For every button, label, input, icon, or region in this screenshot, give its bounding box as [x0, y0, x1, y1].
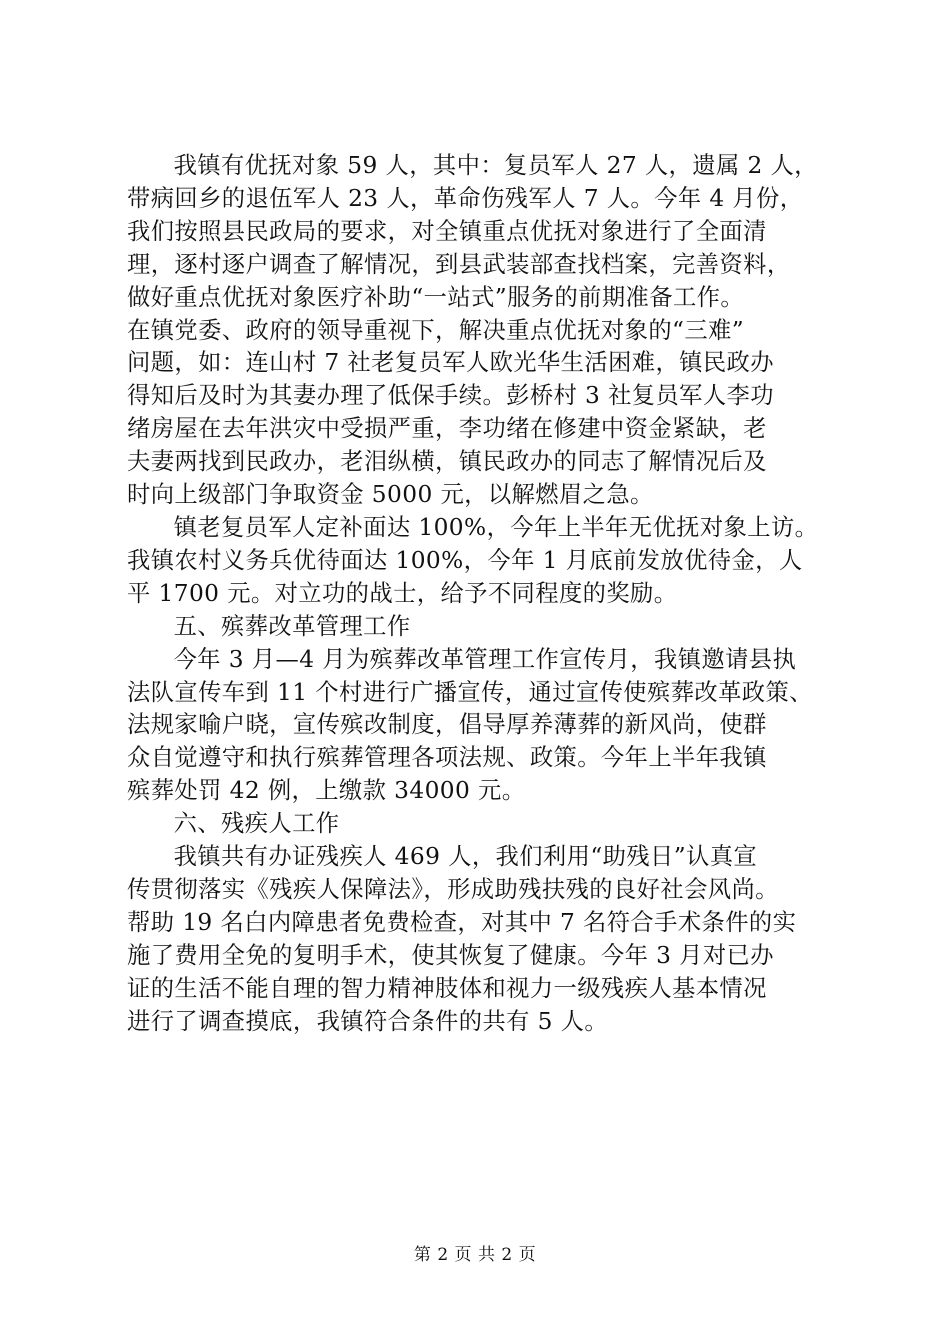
paragraph-disabled: 我镇共有办证残疾人 469 人，我们利用“助残日”认真宣 传贯彻落实《残疾人保障法》，形成助残扶残的良好社会风尚。 帮助 19 名白内障患者免费检查，对其中 7 名符合手术条件的实 施了费用全免的复明手术，使其恢复了健康。今年 3 月对已办 证的生活不能自理的智力精神肢体和视力一级残疾人基本情况 进行了调查摸底，我镇符合条件的共有 5 人。 [127, 843, 797, 1035]
page-number-footer: 第 2 页 共 2 页 [413, 1245, 537, 1265]
paragraph-funeral-reform: 今年 3 月—4 月为殡葬改革管理工作宣传月，我镇邀请县执 法队宣传车到 11 个村进行广播宣传，通过宣传使殡葬改革政策、 法规家喻户晓，宣传殡改制度，倡导厚养薄葬的新风尚，使群 众自觉遵守和执行殡葬管理各项法规、政策。今年上半年我镇 殡葬处罚 42 例，上缴款 34000 元。 [127, 645, 813, 805]
paragraph-veterans: 我镇有优抚对象 59 人，其中：复员军人 27 人，遗属 2 人， 带病回乡的退伍军人 23 人，革命伤残军人 7 人。今年 4 月份， 我们按照县民政局的要求，对全镇重点优抚对象进行了全面清 理，逐村逐户调查了解情况，到县武装部查找档案，完善资料， 做好重点优抚对象医疗补助“一站式”服务的前期准备工作。 在镇党委、政府的领导重视下，解决重点优抚对象的“三难” 问题，如：连山村 7 社老复员军人欧光华生活困难，镇民政办 得知后及时为其妻办理了低保手续。彭桥村 3 社复员军人李功 绪房屋在去年洪灾中受损严重，李功绪在修建中资金紧缺，老 夫妻两找到民政办，老泪纵横，镇民政办的同志了解情况后及 时向上级部门争取资金 5000 元，以解燃眉之急。 [127, 152, 818, 509]
section-heading-disabled: 六、残疾人工作 [173, 810, 340, 838]
section-heading-funeral-reform: 五、殡葬改革管理工作 [173, 612, 411, 640]
paragraph-subsidy: 镇老复员军人定补面达 100%，今年上半年无优抚对象上访。 我镇农村义务兵优待面达 100%，今年 1 月底前发放优待金，人 平 1700 元。对立功的战士，给予不同程度的奖励。 [127, 513, 819, 607]
document-body [127, 150, 827, 1038]
